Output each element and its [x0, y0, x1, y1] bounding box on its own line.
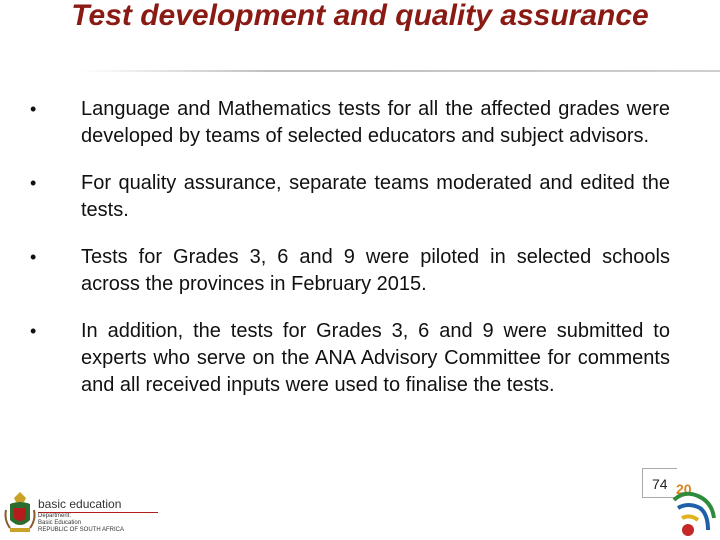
bullet-text: Language and Mathematics tests for all the affected grades were developed by teams of selected educators and subject advisors. [81, 98, 670, 147]
anniversary-number: 20 [676, 481, 692, 497]
anniversary-logo-icon [668, 478, 720, 540]
bullet-marker: • [30, 321, 37, 341]
logo-subtitle: Basic Education [38, 520, 82, 526]
coat-of-arms-icon [2, 490, 38, 536]
bullet-item [0, 170, 720, 224]
bullet-item [0, 96, 720, 150]
bullet-text: In addition, the tests for Grades 3, 6 and 9 were submitted to experts who serve on the ANA Advisory Committee for comments and all received inputs were used to finalise the tests. [81, 320, 670, 396]
slide-title: Test development and quality assurance [71, 0, 649, 32]
bullet-marker: • [30, 99, 37, 119]
department-logo [0, 488, 160, 540]
bullet-marker: • [30, 247, 37, 267]
logo-wordmark: basic education [38, 498, 158, 513]
bullet-text: For quality assurance, separate teams moderated and edited the tests. [81, 172, 670, 221]
bullet-list [0, 96, 720, 399]
bullet-item [0, 244, 720, 298]
bullet-item [0, 318, 720, 399]
logo-subtitle: Department: [38, 513, 72, 519]
bullet-marker: • [30, 173, 37, 193]
bullet-text: Tests for Grades 3, 6 and 9 were piloted in selected schools across the provinces in February 2015. [81, 246, 670, 295]
title-divider [80, 70, 720, 72]
logo-subtitle: REPUBLIC OF SOUTH AFRICA [38, 527, 125, 533]
page-number: 74 [652, 476, 668, 492]
